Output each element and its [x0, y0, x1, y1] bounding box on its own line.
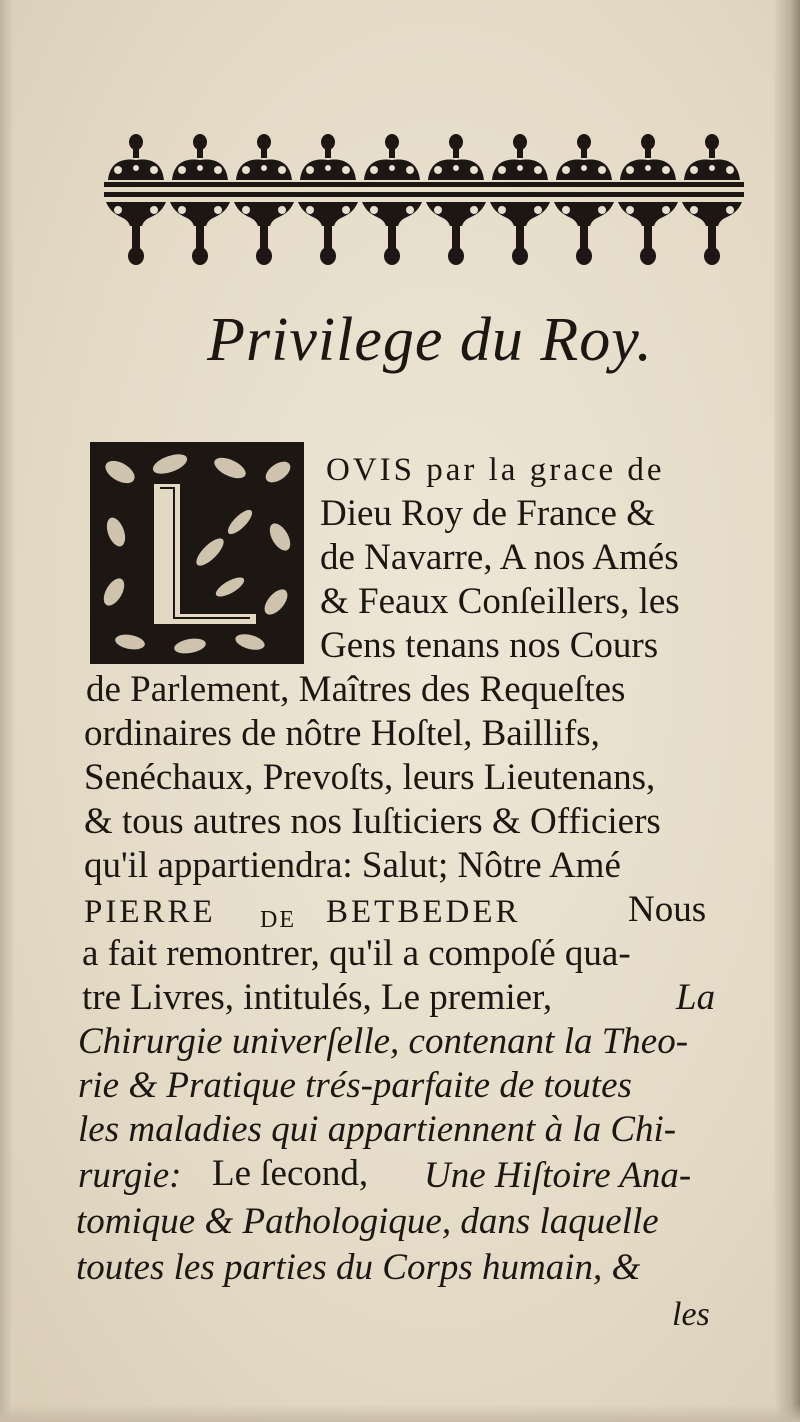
- text-line-10: qu'il appartiendra: Salut; Nôtre Amé: [84, 845, 621, 886]
- text-line-15: rie & Pratique trés-parfaite de toutes: [78, 1065, 632, 1106]
- fleuron-row-ornament-icon: [100, 120, 750, 270]
- text-line-7: ordinaires de nôtre Hoſtel, Baillifs,: [84, 713, 600, 754]
- text-line-19: toutes les parties du Corps humain, &: [76, 1247, 641, 1288]
- author-particle: DE: [260, 907, 296, 933]
- text-line-4: & Feaux Conſeillers, les: [320, 581, 680, 622]
- text-line-18: tomique & Pathologique, dans laquelle: [76, 1201, 659, 1242]
- text-line-17-italic: Une Hiſtoire Ana-: [424, 1155, 692, 1196]
- foliate-initial-L-icon: [90, 442, 304, 664]
- text-line-8: Senéchaux, Prevoſts, leurs Lieutenans,: [84, 757, 656, 798]
- text-line-11: Nous: [628, 889, 707, 930]
- text-line-1: OVIS par la grace de: [326, 452, 665, 488]
- author-last-name: BETBEDER: [326, 894, 521, 930]
- text-line-13-italic: La: [676, 977, 716, 1018]
- text-line-3: de Navarre, A nos Amés: [320, 537, 679, 578]
- text-line-16: les maladies qui appartiennent à la Chi-: [78, 1109, 677, 1150]
- author-first-name: PIERRE: [84, 894, 216, 930]
- text-line-14: Chirurgie univerſelle, contenant la Theo-: [78, 1021, 689, 1062]
- page-edge-left: [0, 0, 14, 1422]
- page-edge-right: [774, 0, 800, 1422]
- text-line-13: tre Livres, intitulés, Le premier,: [82, 977, 553, 1018]
- page-edge-bottom: [0, 1404, 800, 1422]
- text-line-17-roman: Le ſecond,: [212, 1153, 369, 1194]
- text-line-2: Dieu Roy de France &: [320, 493, 655, 534]
- catchword: les: [672, 1296, 710, 1333]
- text-line-6: de Parlement, Maîtres des Requeſtes: [86, 669, 626, 710]
- text-line-5: Gens tenans nos Cours: [320, 625, 659, 666]
- text-line-17: rurgie:: [78, 1155, 182, 1196]
- text-line-12: a fait remontrer, qu'il a compoſé qua-: [82, 933, 631, 974]
- page-title: Privilege du Roy.: [207, 306, 653, 374]
- text-line-9: & tous autres nos Iuſticiers & Officiers: [84, 801, 661, 842]
